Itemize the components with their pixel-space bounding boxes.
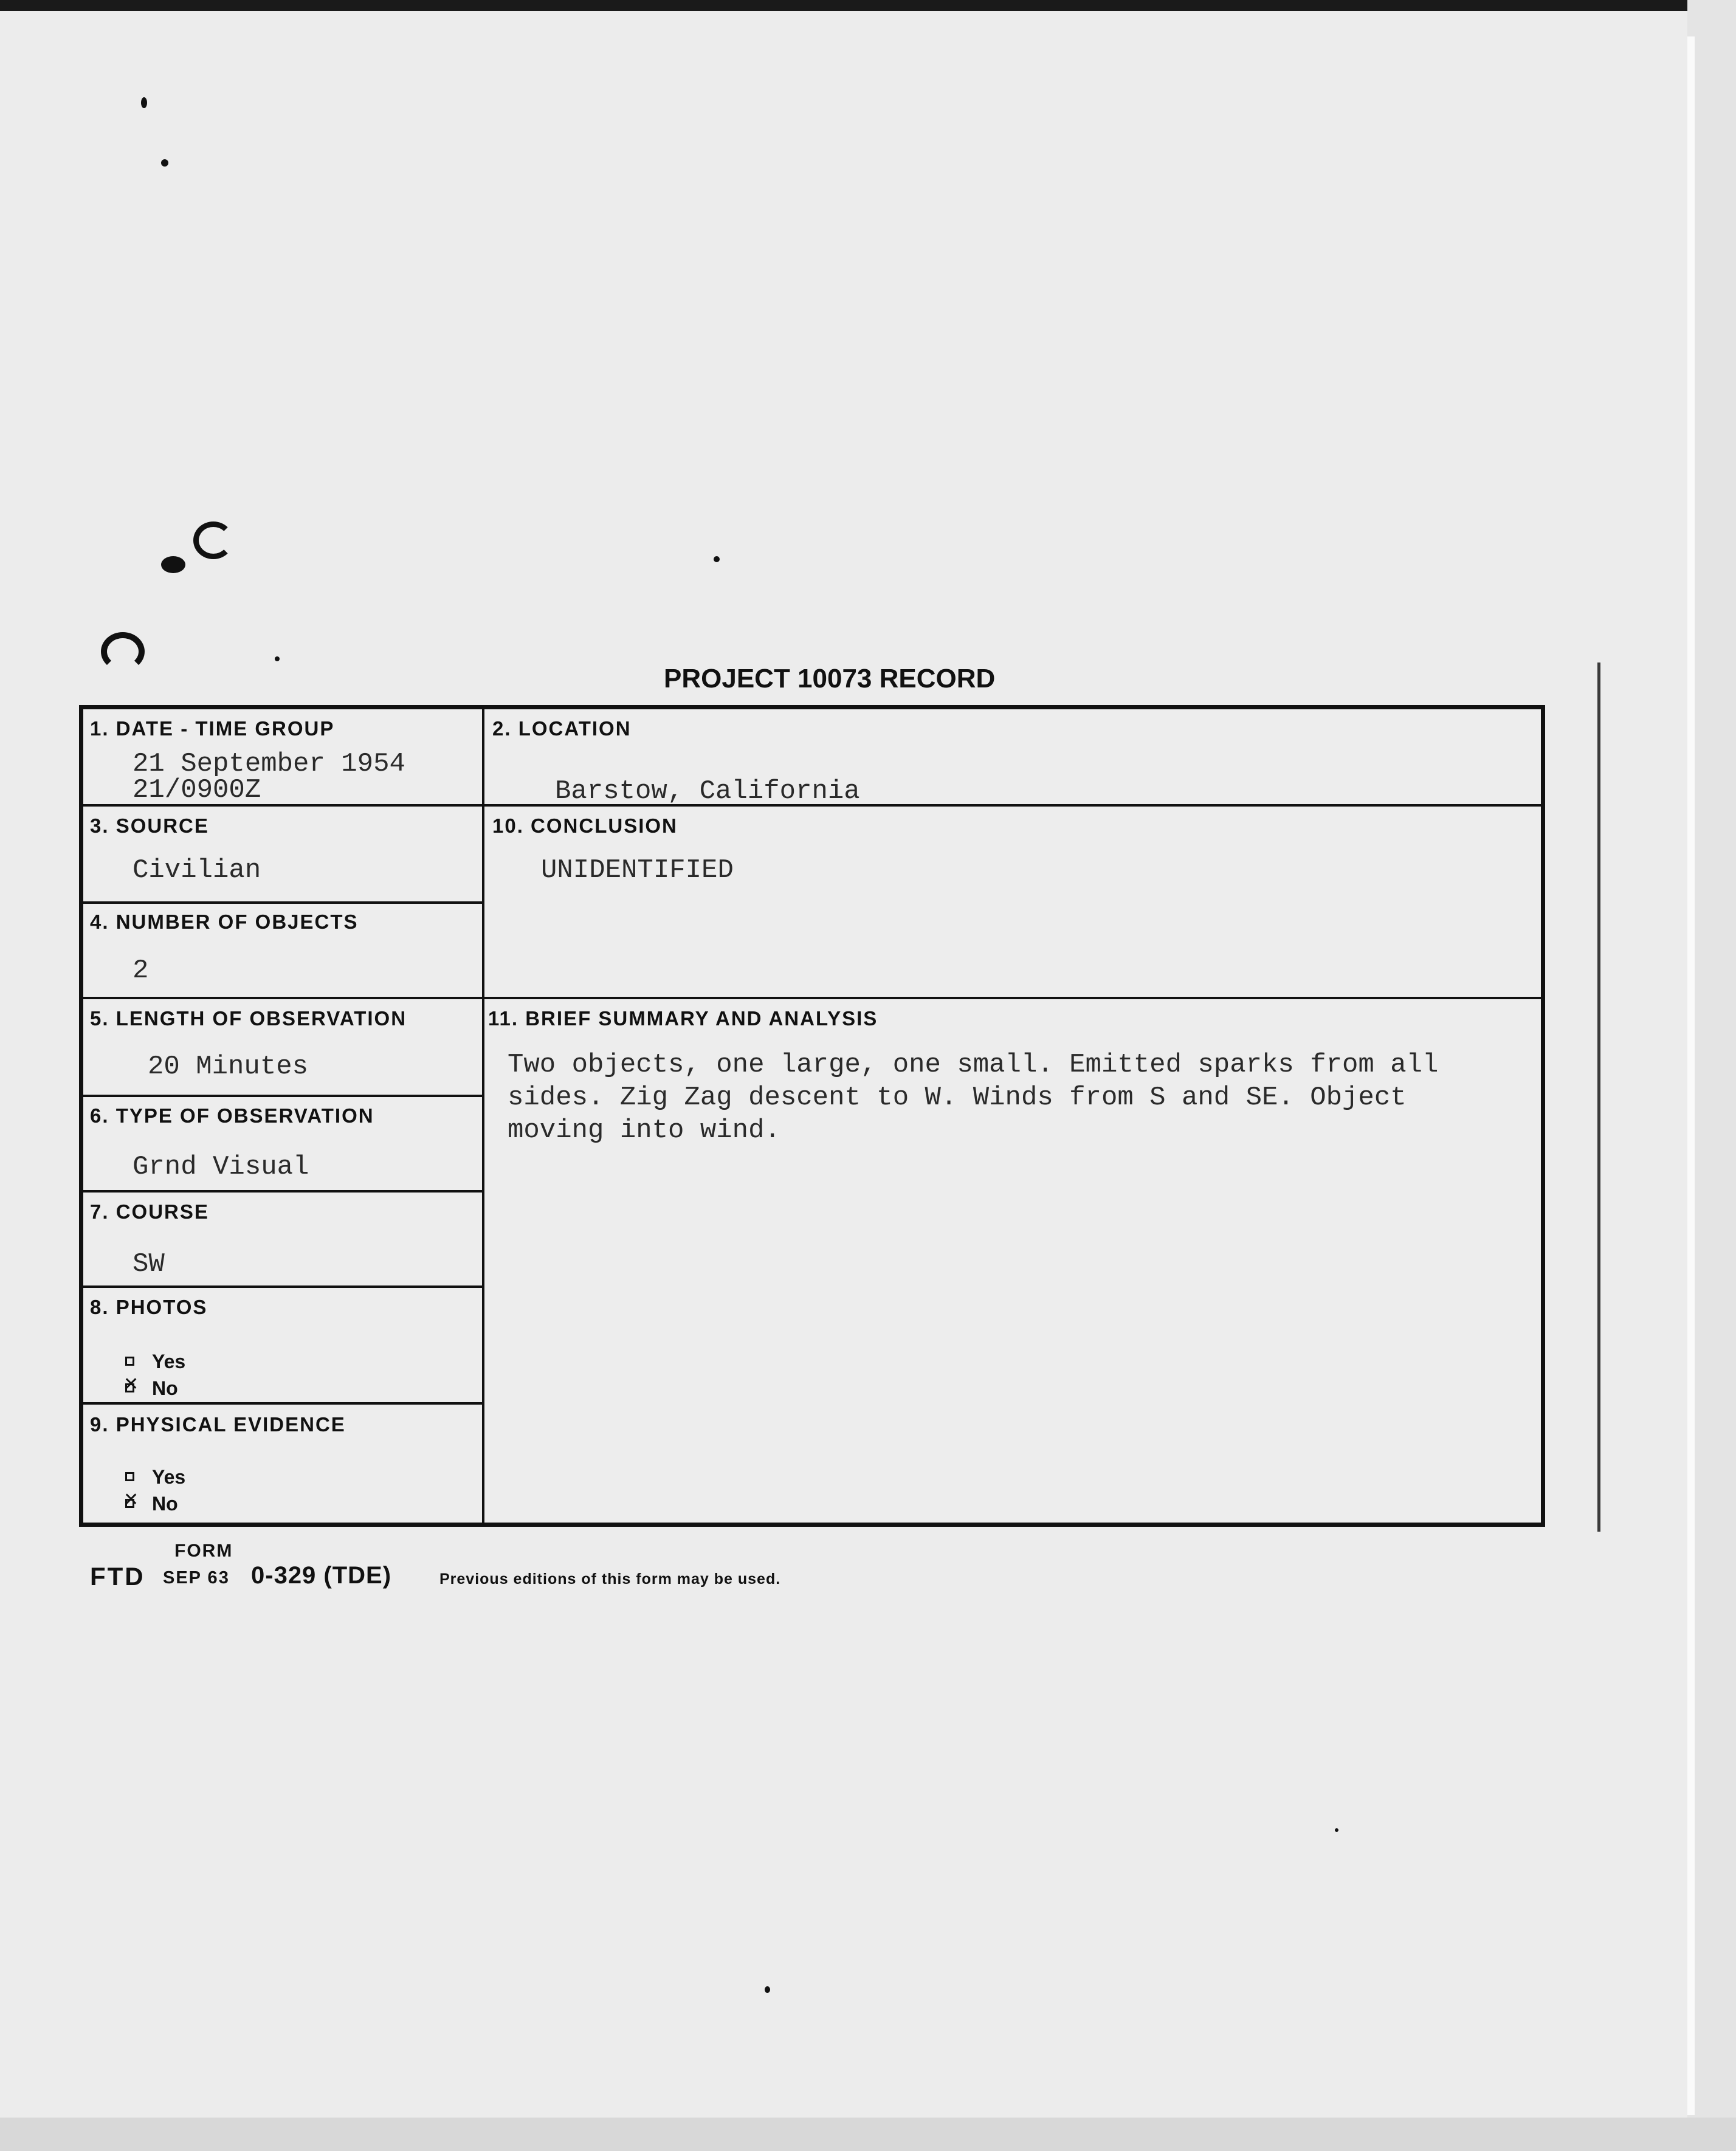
- footer-date: SEP 63: [163, 1568, 230, 1588]
- course-value: SW: [133, 1249, 165, 1279]
- physical-evidence-yes-label: Yes: [152, 1466, 186, 1488]
- date-value: 21 September 1954: [133, 749, 405, 779]
- physical-evidence-yes-checkbox[interactable]: [125, 1472, 134, 1481]
- record-title: PROJECT 10073 RECORD: [664, 664, 996, 693]
- number-of-objects-label: 4. NUMBER OF OBJECTS: [90, 910, 359, 933]
- footer-form-number: 0-329 (TDE): [251, 1562, 392, 1589]
- scan-border-bottom: [0, 2118, 1736, 2151]
- physical-evidence-no-label: No: [152, 1493, 178, 1515]
- row-divider: [83, 997, 1541, 999]
- scan-speck: [161, 159, 168, 167]
- row-divider: [83, 1190, 484, 1193]
- length-of-observation-value: 20 Minutes: [148, 1051, 309, 1082]
- scan-border-right: [1687, 0, 1736, 2151]
- scan-border-top: [0, 0, 1736, 11]
- length-of-observation-label: 5. LENGTH OF OBSERVATION: [90, 1007, 407, 1030]
- photos-yes-checkbox[interactable]: [125, 1357, 134, 1366]
- scan-speck: [765, 1986, 770, 1993]
- time-group-value: 21/0900Z: [133, 775, 261, 805]
- footer-note: Previous editions of this form may be used.: [439, 1571, 781, 1588]
- scan-speck: [275, 656, 280, 661]
- scan-speck: [161, 556, 185, 573]
- conclusion-label: 10. CONCLUSION: [492, 814, 678, 837]
- scan-side-line: [1597, 663, 1600, 1532]
- scan-speck: [141, 97, 147, 108]
- photos-no-label: No: [152, 1377, 178, 1399]
- type-of-observation-value: Grnd Visual: [133, 1152, 309, 1182]
- brief-summary-text: Two objects, one large, one small. Emitted sparks from all sides. Zig Zag descent to W. Winds from S and SE. Object moving into wind.: [508, 1050, 1439, 1146]
- photos-label: 8. PHOTOS: [90, 1296, 208, 1318]
- course-label: 7. COURSE: [90, 1200, 209, 1223]
- source-value: Civilian: [133, 855, 261, 886]
- physical-evidence-no-checkbox[interactable]: [125, 1499, 134, 1508]
- source-label: 3. SOURCE: [90, 814, 209, 837]
- brief-summary-label: 11. BRIEF SUMMARY AND ANALYSIS: [488, 1007, 878, 1030]
- location-label: 2. LOCATION: [492, 717, 632, 740]
- row-divider: [83, 901, 484, 904]
- conclusion-value: UNIDENTIFIED: [541, 855, 734, 886]
- number-of-objects-value: 2: [133, 955, 149, 986]
- footer-form-word: FORM: [174, 1541, 233, 1561]
- type-of-observation-label: 6. TYPE OF OBSERVATION: [90, 1104, 374, 1127]
- photos-no-checkbox[interactable]: [125, 1383, 134, 1392]
- scan-speck: [101, 632, 145, 671]
- photos-yes-label: Yes: [152, 1351, 186, 1372]
- physical-evidence-label: 9. PHYSICAL EVIDENCE: [90, 1413, 346, 1436]
- location-value: Barstow, California: [555, 776, 860, 807]
- scan-speck: [1335, 1828, 1338, 1832]
- date-time-group-label: 1. DATE - TIME GROUP: [90, 717, 335, 740]
- row-divider: [83, 1402, 484, 1405]
- row-divider: [83, 1285, 484, 1288]
- footer-ftd: FTD: [90, 1562, 145, 1591]
- scan-speck: [714, 556, 720, 562]
- scan-speck: [193, 521, 233, 559]
- row-divider: [83, 1095, 484, 1097]
- column-divider: [482, 709, 484, 1523]
